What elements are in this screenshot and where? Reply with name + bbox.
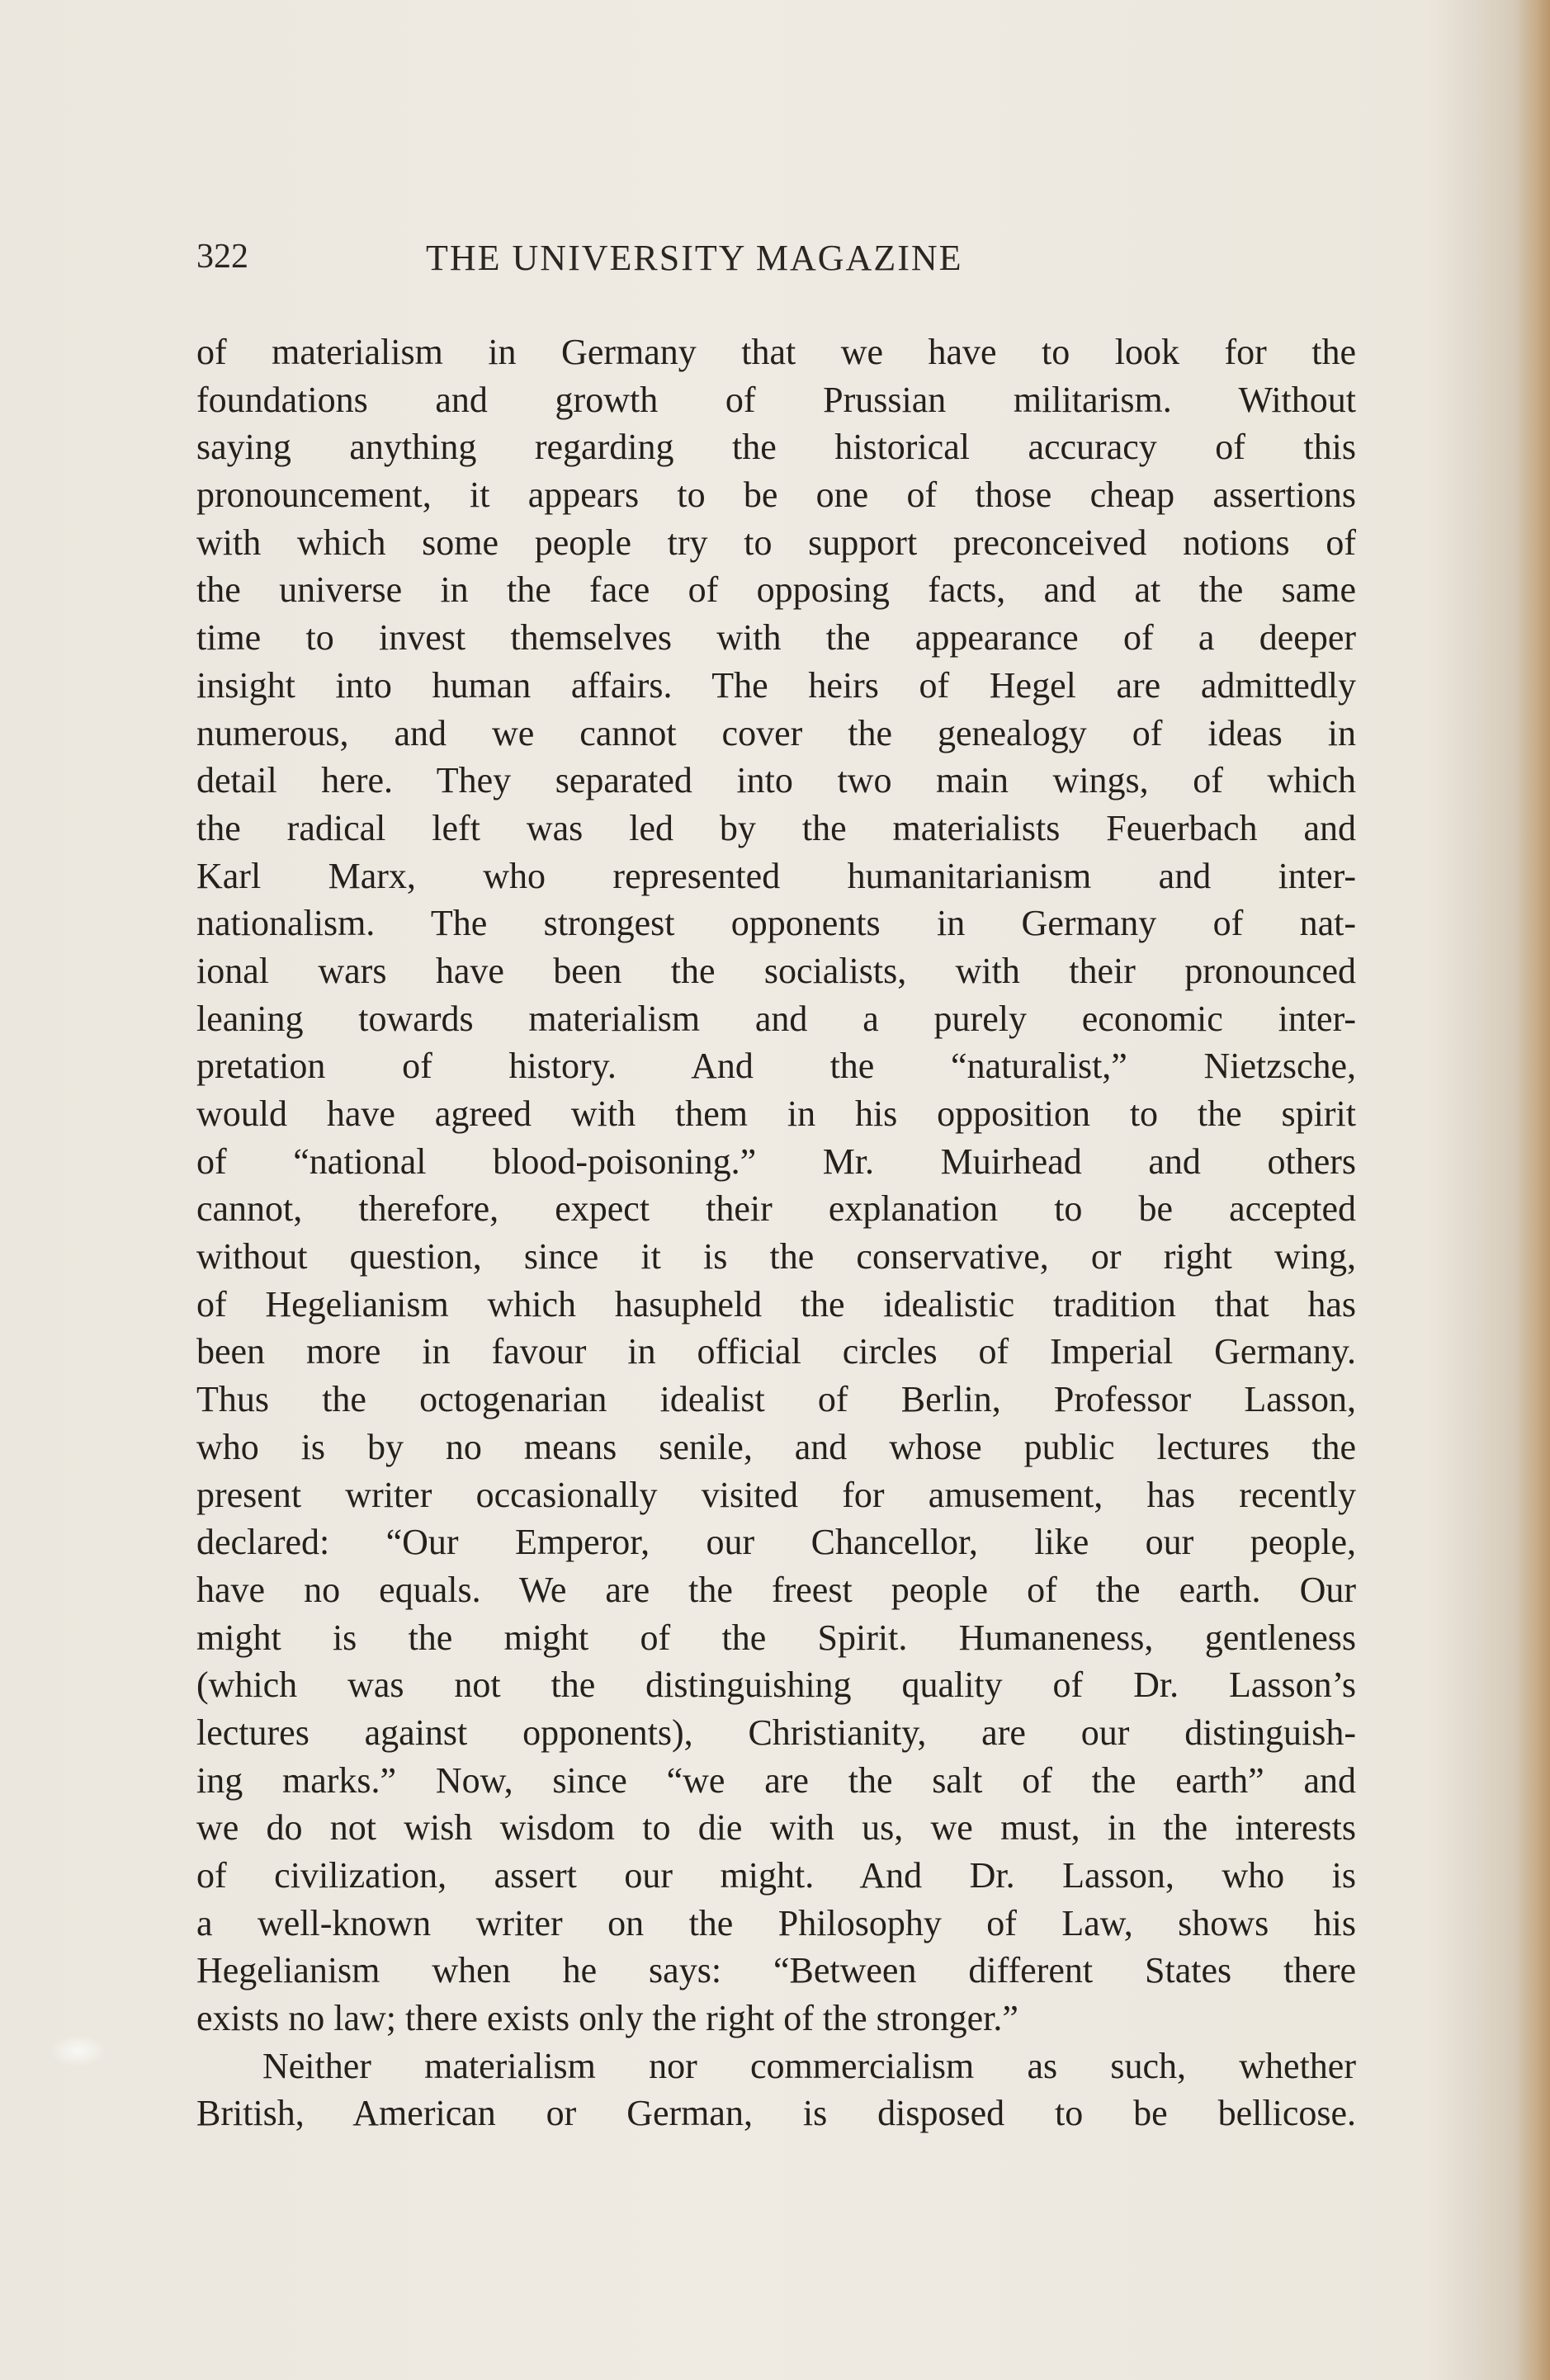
text-line: time to invest themselves with the appearance of a deeper: [196, 617, 1356, 659]
page-edge-shadow: [1517, 0, 1550, 2380]
text-line: detail here. They separated into two main wings, of which: [196, 760, 1356, 801]
text-line: present writer occasionally visited for amusement, has recently: [196, 1474, 1356, 1515]
text-line: been more in favour in official circles of Imperial Germany.: [196, 1331, 1356, 1372]
text-line: might is the might of the Spirit. Humaneness, gentleness: [196, 1617, 1356, 1658]
text-line: the universe in the face of opposing facts, and at the same: [196, 569, 1356, 611]
text-line: numerous, and we cannot cover the genealogy of ideas in: [196, 712, 1356, 753]
text-line: without question, since it is the conservative, or right wing,: [196, 1236, 1356, 1277]
text-line: nationalism. The strongest opponents in Germany of nat-: [196, 903, 1356, 944]
text-line: declared: “Our Emperor, our Chancellor, like our people,: [196, 1522, 1356, 1563]
paragraph-start-line: Neither materialism nor commercialism as such, whether: [262, 2045, 1356, 2086]
text-line: Karl Marx, who represented humanitarianism and inter-: [196, 855, 1356, 896]
text-line: of “national blood-poisoning.” Mr. Muirhead and others: [196, 1140, 1356, 1182]
text-line: we do not wish wisdom to die with us, we must, in the interests: [196, 1807, 1356, 1849]
text-line: of Hegelianism which hasupheld the idealistic tradition that has: [196, 1283, 1356, 1325]
text-line: lectures against opponents), Christianity, are our distinguish-: [196, 1712, 1356, 1753]
running-header: [196, 237, 1352, 286]
text-line: Thus the octogenarian idealist of Berlin, Professor Lasson,: [196, 1379, 1356, 1420]
text-line: with which some people try to support preconceived notions of: [196, 522, 1356, 563]
text-line: insight into human affairs. The heirs of Hegel are admittedly: [196, 664, 1356, 706]
text-line: saying anything regarding the historical accuracy of this: [196, 427, 1356, 468]
paper-blemish: [50, 2034, 107, 2067]
text-line: (which was not the distinguishing quality of Dr. Lasson’s: [196, 1665, 1356, 1706]
running-title: THE UNIVERSITY MAGAZINE: [426, 238, 963, 278]
text-line: would have agreed with them in his opposition to the spirit: [196, 1093, 1356, 1134]
body-text: [196, 328, 1356, 2137]
page-number: 322: [196, 238, 248, 276]
text-line: cannot, therefore, expect their explanation to be accepted: [196, 1188, 1356, 1230]
text-line: of civilization, assert our might. And Dr. Lasson, who is: [196, 1855, 1356, 1896]
text-line: pronouncement, it appears to be one of those cheap assertions: [196, 475, 1356, 516]
text-line: leaning towards materialism and a purely economic inter-: [196, 998, 1356, 1039]
text-line: foundations and growth of Prussian militarism. Without: [196, 379, 1356, 420]
text-line: British, American or German, is disposed to be bellicose.: [196, 2093, 1356, 2134]
text-line: ional wars have been the socialists, with their pronounced: [196, 950, 1356, 991]
text-line: who is by no means senile, and whose public lectures the: [196, 1426, 1356, 1467]
text-line: have no equals. We are the freest people of the earth. Our: [196, 1569, 1356, 1610]
text-line: exists no law; there exists only the right of the stronger.”: [196, 1998, 1018, 2039]
text-line: of materialism in Germany that we have to look for the: [196, 332, 1356, 372]
text-line: ing marks.” Now, since “we are the salt of the earth” and: [196, 1759, 1356, 1801]
text-line: pretation of history. And the “naturalist,” Nietzsche,: [196, 1046, 1356, 1087]
text-line: the radical left was led by the materialists Feuerbach and: [196, 807, 1356, 848]
text-line: a well-known writer on the Philosophy of Law, shows his: [196, 1902, 1356, 1943]
text-line: Hegelianism when he says: “Between different States there: [196, 1950, 1356, 1991]
